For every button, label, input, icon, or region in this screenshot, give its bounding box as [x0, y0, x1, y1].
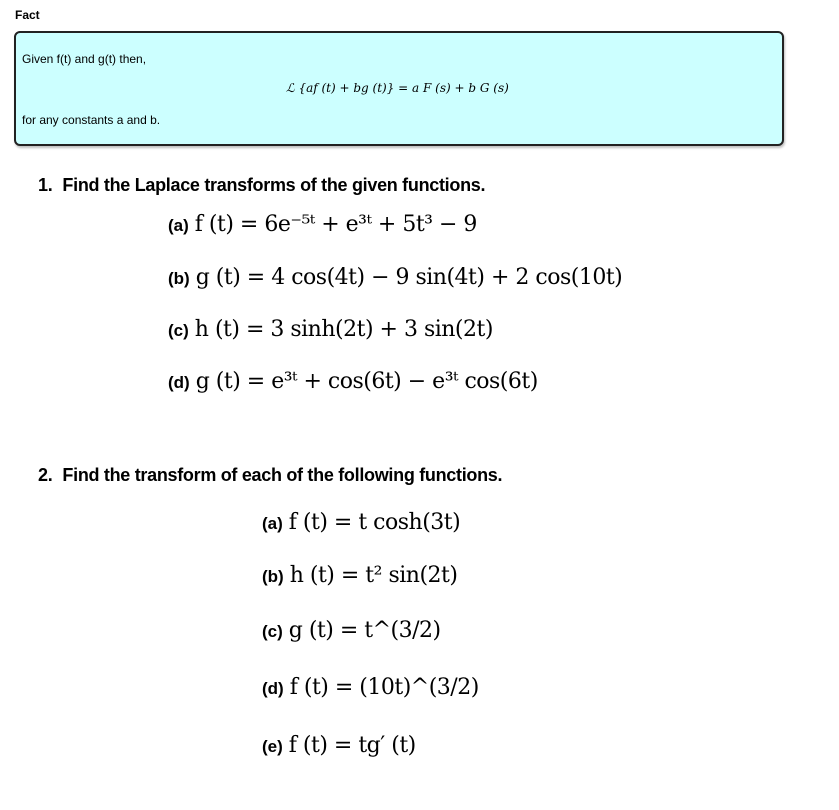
- problem-label: (e): [262, 737, 283, 756]
- problem-1d: [168, 369, 538, 394]
- problem-2d: [262, 675, 479, 700]
- problem-label: (b): [262, 567, 284, 586]
- problem-expression: g (t) = e³ᵗ + cos(6t) − e³ᵗ cos(6t): [195, 369, 538, 394]
- question-1-text: Find the Laplace transforms of the given functions.: [62, 175, 486, 195]
- problem-label: (d): [168, 373, 190, 392]
- problem-expression: f (t) = 6e⁻⁵ᵗ + e³ᵗ + 5t³ − 9: [194, 212, 477, 237]
- fact-constants-text: for any constants a and b.: [22, 113, 161, 127]
- fact-formula: ℒ {af (t) + bg (t)} = a F (s) + b G (s): [286, 81, 509, 95]
- fact-intro-text: Given f(t) and g(t) then,: [22, 52, 147, 66]
- fact-box: [14, 31, 784, 146]
- problem-2e: [262, 733, 416, 758]
- problem-1b: [168, 265, 622, 290]
- fact-title: Fact: [15, 8, 40, 22]
- problem-expression: f (t) = t cosh(3t): [288, 510, 461, 535]
- problem-label: (b): [168, 269, 190, 288]
- problem-label: (d): [262, 679, 284, 698]
- question-1-number: 1.: [38, 175, 53, 195]
- problem-expression: f (t) = tg′ (t): [288, 733, 416, 758]
- question-2-text: Find the transform of each of the following functions.: [62, 465, 503, 485]
- problem-expression: g (t) = 4 cos(4t) − 9 sin(4t) + 2 cos(10t): [195, 265, 623, 290]
- problem-2a: [262, 510, 460, 535]
- problem-2c: [262, 618, 441, 643]
- problem-expression: h (t) = 3 sinh(2t) + 3 sin(2t): [194, 317, 493, 342]
- problem-expression: f (t) = (10t)^(3/2): [289, 675, 479, 700]
- question-2-number: 2.: [38, 465, 53, 485]
- problem-2b: [262, 563, 457, 588]
- problem-1a: [168, 212, 477, 237]
- question-1-heading: [38, 175, 485, 196]
- problem-label: (a): [262, 514, 283, 533]
- problem-expression: h (t) = t² sin(2t): [289, 563, 458, 588]
- problem-label: (a): [168, 216, 189, 235]
- problem-label: (c): [168, 321, 189, 340]
- problem-1c: [168, 317, 493, 342]
- problem-expression: g (t) = t^(3/2): [288, 618, 441, 643]
- question-2-heading: [38, 465, 502, 486]
- problem-label: (c): [262, 622, 283, 641]
